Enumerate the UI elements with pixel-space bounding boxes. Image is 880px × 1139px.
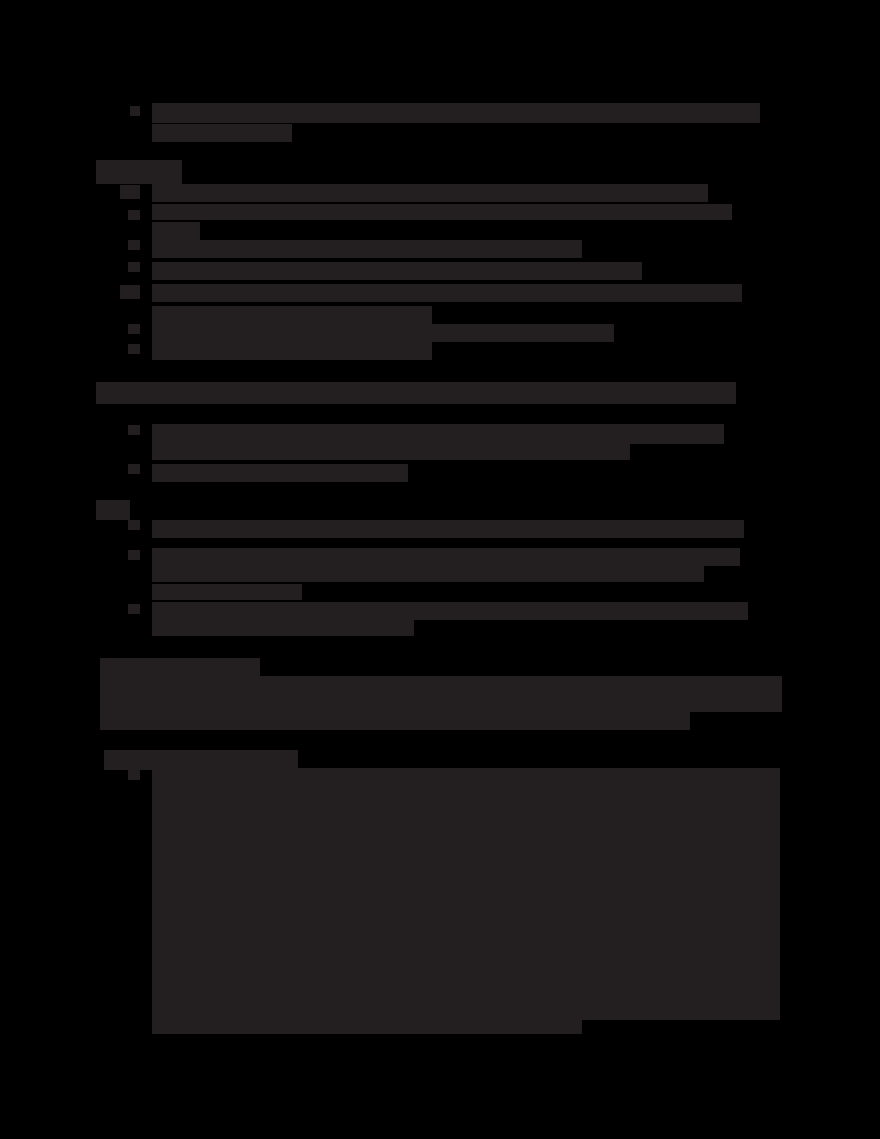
section-heading-redacted xyxy=(96,160,182,184)
list-item-line-redacted xyxy=(152,1020,582,1034)
paragraph-line-redacted xyxy=(100,658,260,676)
list-item-line-redacted xyxy=(152,103,760,123)
list-item-line-redacted xyxy=(152,342,432,360)
list-item-line-redacted xyxy=(152,184,708,202)
paragraph-line-redacted xyxy=(100,694,782,712)
section-heading-redacted xyxy=(104,750,298,770)
list-item-line-redacted xyxy=(152,966,780,984)
bullet-marker-icon xyxy=(128,240,140,250)
list-item-line-redacted xyxy=(152,620,414,636)
section-heading-redacted xyxy=(96,382,736,404)
bullet-marker-icon xyxy=(128,344,140,354)
bullet-marker-icon xyxy=(128,770,140,780)
list-item-line-redacted xyxy=(152,124,292,142)
list-item-line-redacted xyxy=(152,930,780,948)
bullet-marker-icon xyxy=(120,285,140,299)
bullet-marker-icon xyxy=(130,106,140,116)
paragraph-line-redacted xyxy=(100,676,782,694)
list-item-line-redacted xyxy=(152,204,732,220)
list-item-line-redacted xyxy=(152,584,302,600)
list-item-line-redacted xyxy=(152,894,780,912)
list-item-line-redacted xyxy=(152,822,780,840)
list-item-line-redacted xyxy=(152,262,642,280)
bullet-marker-icon xyxy=(128,262,140,272)
list-item-line-redacted xyxy=(152,912,780,930)
list-item-line-redacted xyxy=(152,858,780,876)
section-heading-redacted xyxy=(96,500,130,520)
list-item-line-redacted xyxy=(152,222,200,240)
paragraph-line-redacted xyxy=(100,712,690,730)
bullet-marker-icon xyxy=(128,550,140,560)
list-item-line-redacted xyxy=(152,948,780,966)
list-item-line-redacted xyxy=(152,840,780,858)
list-item-line-redacted xyxy=(152,768,780,786)
list-item-line-redacted xyxy=(152,464,408,482)
list-item-line-redacted xyxy=(152,566,704,582)
list-item-line-redacted xyxy=(152,1002,780,1020)
list-item-line-redacted xyxy=(152,786,780,804)
list-item-line-redacted xyxy=(152,520,744,538)
bullet-marker-icon xyxy=(128,324,140,334)
list-item-line-redacted xyxy=(152,876,780,894)
list-item-line-redacted xyxy=(152,602,748,620)
list-item-line-redacted xyxy=(152,324,614,342)
list-item-line-redacted xyxy=(152,284,742,302)
bullet-marker-icon xyxy=(128,425,140,435)
list-item-line-redacted xyxy=(152,240,582,258)
list-item-line-redacted xyxy=(152,424,724,444)
list-item-line-redacted xyxy=(152,444,630,460)
list-item-line-redacted xyxy=(152,548,740,566)
bullet-marker-icon xyxy=(128,520,140,530)
bullet-marker-icon xyxy=(128,210,140,220)
list-item-line-redacted xyxy=(152,306,432,324)
bullet-marker-icon xyxy=(120,185,140,199)
bullet-marker-icon xyxy=(128,464,140,474)
bullet-marker-icon xyxy=(128,604,140,614)
list-item-line-redacted xyxy=(152,984,780,1002)
list-item-line-redacted xyxy=(152,804,780,822)
